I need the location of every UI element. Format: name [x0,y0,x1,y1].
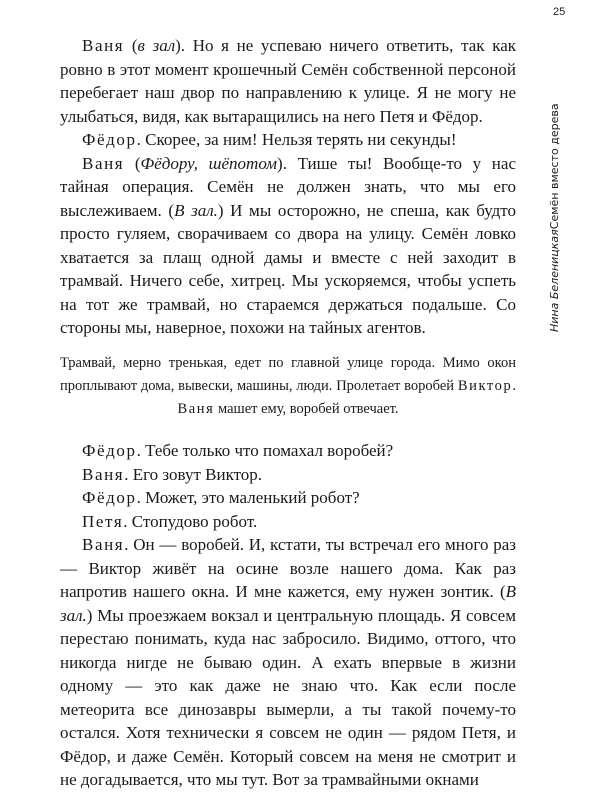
speaker-name: Ваня [82,535,125,554]
character-name: Виктор [457,378,513,394]
paragraph-text: . Может, это маленький робот? [136,488,360,507]
page-number: 25 [553,6,566,18]
speaker-name: Петя [82,511,124,531]
paragraph-text: . Он — воробей. И, кстати, ты встречал его много раз — Виктор живёт на осине возле нашего дома. Как раз напротив нашего окна. И мне кажется, ему нужен зонтик. [60,535,516,601]
running-head-author: Нина Беленицкая [548,229,561,332]
paragraph [60,510,516,534]
speaker-name: Фёдор [82,488,137,507]
paragraph: Ваня. Он — воробей. И, кстати, ты встречал его много раз — Виктор живёт на осине возле нашего дома. Как раз напротив нашего окна. И мне кажется, ему нужен зонтик. (В зал.) Мы проезжаем вокзал и центральную площадь. Я совсем перестаю понимать, куда нас забросило. Видимо, оттого, что никогда нигде не бываю один. А ехать впервые в жизни одному — это как даже не знаю что. Как если после метеорита все динозавры вымерли, а ты такой почему-то остался. Хотя технически я совсем не один — рядом Петя, и Фёдор, и даже Семён. Который совсем на меня не смотрит и не догадывается, что мы тут. Вот за трамвайными окнами [60,535,516,789]
speaker-name: Ваня [82,153,125,173]
running-head [545,62,565,332]
speaker-name: Фёдор [82,441,137,460]
paragraph [60,463,516,487]
paragraph-text: . Стопудово робот. [123,511,258,531]
text-block-bottom [60,439,516,792]
paragraph: Ваня (в зал). Но я не успеваю ничего ответить, так как ровно в этот момент крошечный Семён собственной персоной перебегает наш двор по направлению к улице. Я не могу не улыбаться, видя, как вытаращились на него Петя и Фёдор. [60,36,516,126]
paragraph-text: Мы проезжаем вокзал и центральную площадь. Я совсем перестаю понимать, куда нас забросило. Видимо, оттого, что никогда нигде не бываю один. А ехать впервые в жизни одному — это как даже не знаю что. Как если после метеорита все динозавры вымерли, а ты такой почему-то остался. Хотя технически я совсем не один — рядом Петя, и Фёдор, и даже Семён. Который совсем на меня не смотрит и не догадывается, что мы тут. Вот за трамвайными окнами [60,605,516,789]
paragraph-text: . Но я не успеваю ничего ответить, так как ровно в этот момент крошечный Семён собственной персоной перебегает наш двор по направлению к улице. Я не могу не улыбаться, видя, как вытаращились на него Петя и Фёдор. [60,36,516,126]
text-block-top [60,34,516,340]
paragraph [60,486,516,510]
inline-remark: В зал. [60,582,516,625]
speaker-name: Ваня [82,36,125,55]
speaker-name: Ваня [82,464,125,484]
paragraph: Ваня (Фёдору, шёпотом). Тише ты! Вообще-то у нас тайная операция. Семён не должен знать, что мы его выслеживаем. (В зал.) И мы осторожно, не спеша, как будто просто гуляем, сворачиваем со двора на улицу. Семён ловко хватается за плащ одной дамы и вместе с ней заходит в трамвай. Ничего себе, хитрец. Мы ускоряемся, чтобы успеть на тот же трамвай, но стараемся держаться подальше. Со стороны мы, наверное, похожи на тайных агентов. [60,153,516,337]
paragraph-text: . Тише ты! Вообще-то у нас тайная операция. Семён не должен знать, что мы его выслеживаем. [60,153,516,220]
character-name: Ваня [177,401,215,417]
paragraph-text: . Его зовут Виктор. [124,464,263,484]
paragraph-text: . Тебе только что помахал воробей? [136,441,394,460]
inline-remark: В зал. [174,200,218,220]
paragraph-text: . Скорее, за ним! Нельзя терять ни секунды! [136,130,457,149]
speaker-name: Фёдор [82,130,137,149]
paragraph [60,128,516,152]
paragraph-text: И мы осторожно, не спеша, как будто просто гуляем, сворачиваем со двора на улицу. Семён ловко хватается за плащ одной дамы и вместе с ней заходит в трамвай. Ничего себе, хитрец. Мы ускоряемся, чтобы успеть на тот же трамвай, но стараемся держаться подальше. Со стороны мы, наверное, похожи на тайных агентов. [60,200,516,337]
stage-direction: Трамвай, мерно тренькая, едет по главной улице города. Мимо окон проплывают дома, вывески, машины, люди. Пролетает воробей Виктор. Ваня машет ему, воробей отвечает. [60,355,516,417]
paragraph [60,439,516,463]
running-head-title: Семён вместо дерева [548,103,561,230]
stage-remark: Фёдору, шёпотом [140,153,278,173]
stage-remark: в зал [137,36,176,55]
